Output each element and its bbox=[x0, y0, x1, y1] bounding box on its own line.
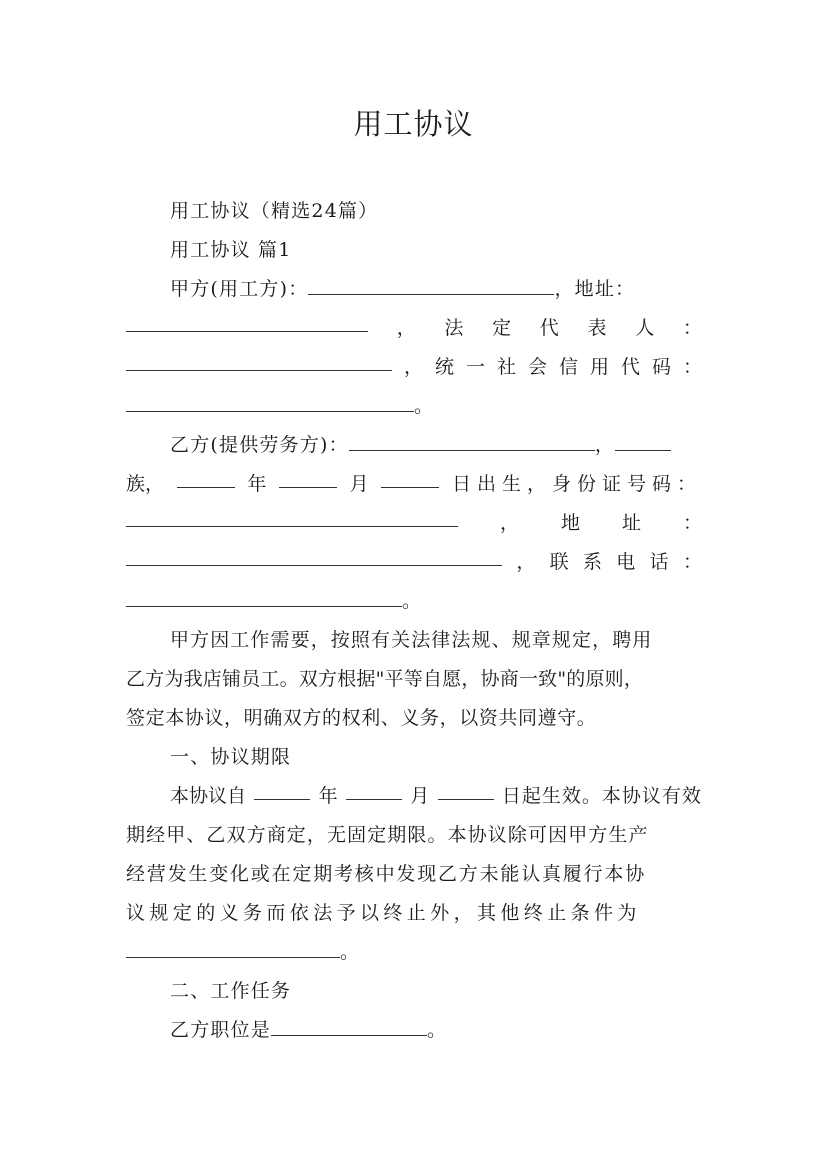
nation-text: 族， bbox=[126, 473, 165, 495]
phone-blank[interactable] bbox=[126, 584, 402, 607]
text-char: 联 bbox=[549, 551, 569, 573]
party-a-label: 甲方(用工方)： bbox=[170, 278, 309, 300]
text-char: ： bbox=[682, 356, 702, 378]
text-char: ： bbox=[682, 317, 702, 339]
credit-code-value-line bbox=[126, 387, 702, 426]
nation-blank[interactable] bbox=[615, 428, 671, 451]
text-char: 话 bbox=[649, 551, 669, 573]
clause1-line-4: 议规定的义务而依法予以终止外，其他终止条件为 bbox=[126, 902, 641, 924]
text-char: 信 bbox=[558, 356, 578, 378]
text-char: 法 bbox=[444, 317, 464, 339]
comma: ， bbox=[594, 434, 616, 456]
effective-day-blank[interactable] bbox=[438, 777, 494, 800]
period: 。 bbox=[340, 941, 361, 963]
address-blank[interactable] bbox=[126, 309, 368, 332]
year-text: 年 bbox=[247, 473, 267, 495]
clause1-line-1 bbox=[170, 777, 702, 816]
section-heading: 用工协议 篇1 bbox=[170, 239, 292, 261]
text-char: 统 bbox=[434, 356, 454, 378]
clause1-line-5 bbox=[126, 933, 702, 972]
text-char: 一 bbox=[465, 356, 485, 378]
credit-code-line bbox=[126, 348, 702, 387]
birth-line bbox=[126, 465, 702, 504]
party-b-name-blank[interactable] bbox=[349, 428, 595, 451]
termination-blank[interactable] bbox=[126, 935, 340, 958]
text-char: ： bbox=[682, 512, 702, 534]
text-char: 代 bbox=[539, 317, 559, 339]
legal-rep-blank[interactable] bbox=[126, 348, 392, 371]
year-text: 年 bbox=[318, 785, 338, 807]
clause1-line-2: 期经甲、乙双方商定，无固定期限。本协议除可因甲方生产 bbox=[126, 824, 649, 846]
text-char: 电 bbox=[616, 551, 636, 573]
position-blank[interactable] bbox=[271, 1013, 427, 1036]
clause2-heading: 二、工作任务 bbox=[170, 980, 292, 1002]
text-char: ， bbox=[516, 551, 536, 573]
party-a-name-blank[interactable] bbox=[308, 272, 554, 295]
intro-line-3: 签定本协议，明确双方的权利、义务，以资共同遵守。 bbox=[126, 707, 597, 729]
text-char: 码 bbox=[651, 356, 671, 378]
text-char: 社 bbox=[496, 356, 516, 378]
subtitle: 用工协议（精选24篇） bbox=[170, 200, 379, 222]
text-char: 用 bbox=[589, 356, 609, 378]
text-char: 人 bbox=[635, 317, 655, 339]
party-a-line bbox=[170, 270, 702, 309]
position-label: 乙方职位是 bbox=[170, 1019, 272, 1041]
text-char: ， bbox=[403, 356, 423, 378]
birth-day-blank[interactable] bbox=[381, 465, 439, 488]
effective-year-blank[interactable] bbox=[254, 777, 310, 800]
party-b-line bbox=[170, 426, 702, 465]
text-char: ， bbox=[396, 317, 416, 339]
birth-month-blank[interactable] bbox=[279, 465, 337, 488]
text-char: 地 bbox=[560, 512, 580, 534]
period: 。 bbox=[414, 395, 435, 417]
legal-rep-line bbox=[126, 309, 702, 348]
address-label: ，地址： bbox=[554, 278, 636, 300]
month-text: 月 bbox=[410, 785, 430, 807]
month-text: 月 bbox=[349, 473, 369, 495]
text-char: 定 bbox=[492, 317, 512, 339]
period: 。 bbox=[402, 590, 423, 612]
text-char: 址 bbox=[621, 512, 641, 534]
effective-month-blank[interactable] bbox=[346, 777, 402, 800]
intro-line-1: 甲方因工作需要，按照有关法律法规、规章规定，聘用 bbox=[170, 629, 653, 651]
period: 。 bbox=[427, 1019, 448, 1041]
birth-year-blank[interactable] bbox=[177, 465, 235, 488]
text-char: 会 bbox=[527, 356, 547, 378]
id-number-blank[interactable] bbox=[126, 504, 458, 527]
id-number-label: 日出生，身份证号码： bbox=[451, 473, 702, 495]
text-char: 代 bbox=[620, 356, 640, 378]
intro-line-2: 乙方为我店铺员工。双方根据"平等自愿，协商一致"的原则， bbox=[126, 668, 644, 690]
clause1-line-3: 经营发生变化或在定期考核中发现乙方未能认真履行本协 bbox=[126, 863, 647, 885]
text-char: ， bbox=[499, 512, 519, 534]
phone-value-line bbox=[126, 582, 702, 621]
text-char: 系 bbox=[582, 551, 602, 573]
party-b-address-blank[interactable] bbox=[126, 543, 502, 566]
phone-line bbox=[126, 543, 702, 582]
position-line bbox=[170, 1011, 702, 1050]
clause1-heading: 一、协议期限 bbox=[170, 746, 292, 768]
address-line bbox=[126, 504, 702, 543]
party-b-label: 乙方(提供劳务方)： bbox=[170, 434, 349, 456]
credit-code-blank[interactable] bbox=[126, 389, 414, 412]
text-char: ： bbox=[682, 551, 702, 573]
text-segment: 本协议自 bbox=[170, 785, 247, 807]
text-char: 表 bbox=[587, 317, 607, 339]
text-segment: 日起生效。本协议有效 bbox=[501, 785, 702, 807]
document-title: 用工协议 bbox=[353, 107, 474, 141]
